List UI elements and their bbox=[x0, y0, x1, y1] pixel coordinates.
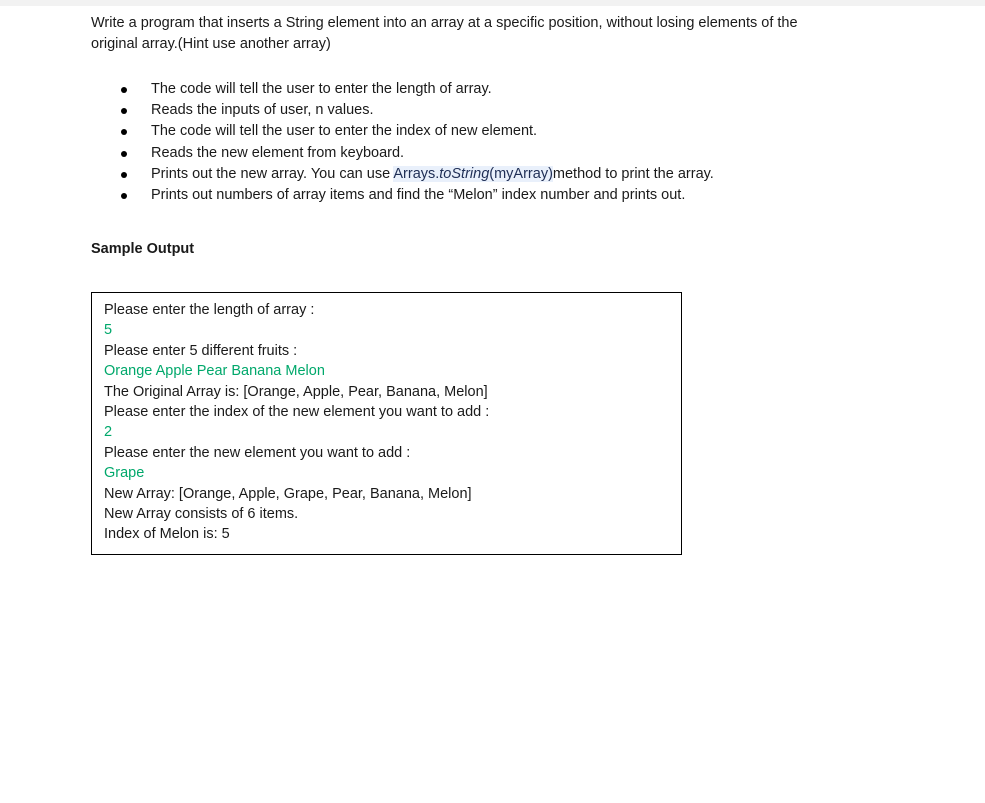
output-line: Please enter the index of the new element you want to add : bbox=[104, 404, 490, 421]
assignment-description bbox=[91, 13, 891, 55]
code-reference-part-b: toString bbox=[439, 165, 490, 182]
output-line: Index of Melon is: 5 bbox=[104, 526, 230, 543]
output-line: New Array: [Orange, Apple, Grape, Pear, Banana, Melon] bbox=[104, 485, 472, 502]
list-item bbox=[91, 164, 714, 185]
code-reference-part-c: (myArray) bbox=[489, 165, 553, 182]
sample-output-box bbox=[91, 292, 682, 555]
output-line: Please enter the length of array : bbox=[104, 302, 315, 318]
requirements-list bbox=[91, 79, 714, 206]
list-item bbox=[91, 185, 714, 206]
user-input-line: 5 bbox=[104, 322, 113, 339]
list-item bbox=[91, 143, 714, 164]
code-reference-part-a: Arrays. bbox=[393, 165, 440, 182]
list-item-text: The code will tell the user to enter the length of array. bbox=[151, 81, 492, 97]
output-line: Please enter the new element you want to add : bbox=[104, 444, 411, 461]
output-line: The Original Array is: [Orange, Apple, Pear, Banana, Melon] bbox=[104, 383, 488, 400]
intro-line-1: Write a program that inserts a String element into an array at a specific position, without losing elements of the bbox=[91, 15, 798, 31]
bullet-icon bbox=[121, 87, 127, 93]
list-item-text: Reads the new element from keyboard. bbox=[151, 144, 405, 161]
list-item-text-pre: Prints out the new array. You can use bbox=[151, 165, 394, 182]
bullet-icon bbox=[121, 151, 127, 157]
user-input-line: Orange Apple Pear Banana Melon bbox=[104, 363, 325, 380]
code-reference bbox=[393, 166, 553, 182]
page-top-edge bbox=[0, 0, 985, 6]
bullet-icon bbox=[121, 172, 127, 178]
list-item bbox=[91, 79, 714, 100]
intro-line-2: original array.(Hint use another array) bbox=[91, 36, 331, 52]
list-item-text-post: method to print the array. bbox=[552, 165, 714, 182]
user-input-line: Grape bbox=[104, 465, 145, 482]
output-line: New Array consists of 6 items. bbox=[104, 506, 299, 523]
sample-output-heading: Sample Output bbox=[91, 241, 195, 257]
bullet-icon bbox=[121, 108, 127, 114]
user-input-line: 2 bbox=[104, 424, 113, 441]
list-item-text: Reads the inputs of user, n values. bbox=[151, 102, 374, 119]
list-item bbox=[91, 100, 714, 121]
list-item-text: The code will tell the user to enter the index of new element. bbox=[151, 123, 538, 140]
bullet-icon bbox=[121, 193, 127, 199]
list-item-text: Prints out numbers of array items and find the “Melon” index number and prints out. bbox=[151, 186, 686, 203]
output-line: Please enter 5 different fruits : bbox=[104, 342, 298, 359]
bullet-icon bbox=[121, 129, 127, 135]
list-item bbox=[91, 121, 714, 142]
